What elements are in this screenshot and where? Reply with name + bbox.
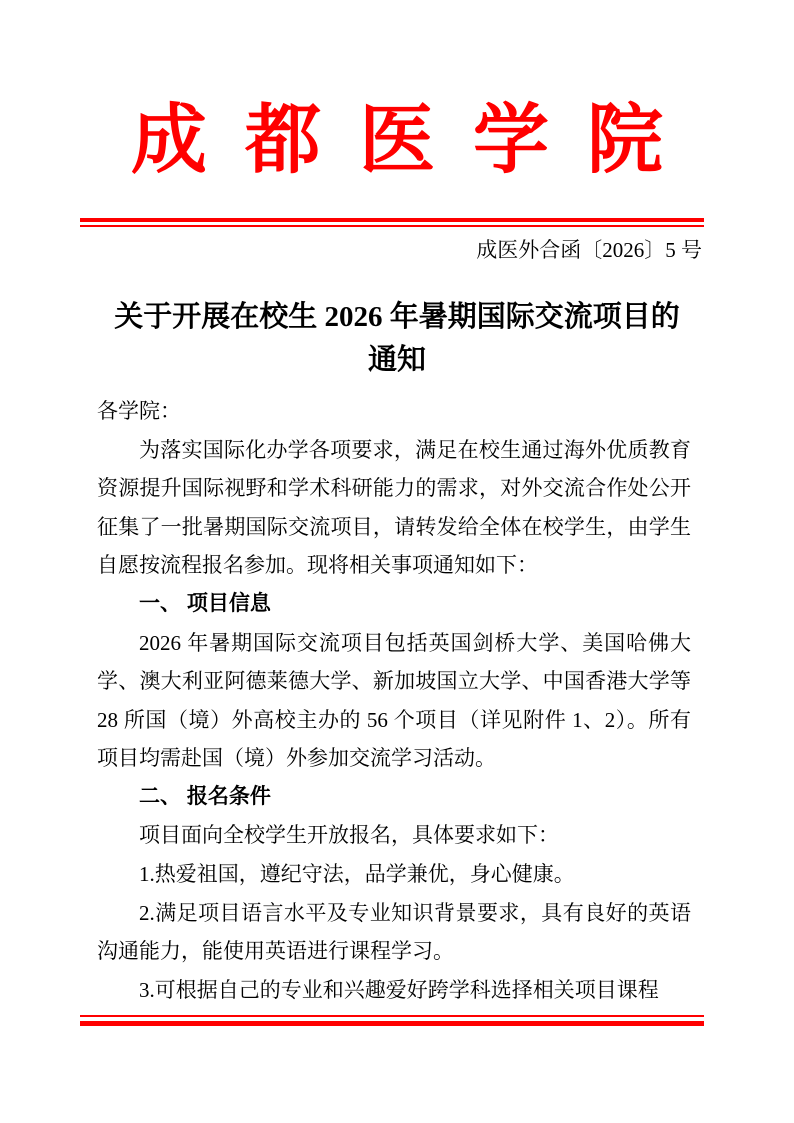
section-1-paragraph: 2026 年暑期国际交流项目包括英国剑桥大学、美国哈佛大学、澳大利亚阿德莱德大学、新加坡国立大学、中国香港大学等 28 所国（境）外高校主办的 56 个项目（详见附件 1、2）。所有项目均需赴国（境）外参加交流学习活动。 (97, 630, 691, 771)
document-title-line-1: 关于开展在校生 2026 年暑期国际交流项目的 (114, 301, 680, 334)
letterhead-title: 成都医学院 (131, 99, 701, 183)
footer-divider (80, 1015, 704, 1026)
requirement-item-1: 1.热爱祖国，遵纪守法，品学兼优，身心健康。 (139, 862, 575, 887)
salutation: 各学院： (97, 398, 181, 423)
requirement-item-3: 3.可根据自己的专业和兴趣爱好跨学科选择相关项目课程 (139, 977, 659, 1002)
footer-divider-thick-line (80, 1021, 704, 1026)
document-body (97, 392, 691, 1010)
section-2-intro: 项目面向全校学生开放报名，具体要求如下： (139, 823, 559, 848)
section-1-heading: 一、 项目信息 (139, 591, 271, 615)
document-number: 成医外合函〔2026〕5 号 (476, 237, 702, 262)
document-title (0, 296, 794, 382)
section-2-heading: 二、 报名条件 (139, 784, 271, 808)
header-divider (80, 218, 704, 227)
requirement-item-2: 2.满足项目语言水平及专业知识背景要求，具有良好的英语沟通能力，能使用英语进行课程学习。 (97, 900, 691, 964)
document-title-line-2: 通知 (367, 344, 426, 377)
document-header (0, 92, 794, 264)
header-divider-thin-line (80, 225, 704, 227)
intro-paragraph: 为落实国际化办学各项要求，满足在校生通过海外优质教育资源提升国际视野和学术科研能力的需求，对外交流合作处公开征集了一批暑期国际交流项目，请转发给全体在校学生，由学生自愿按流程报名参加。现将相关事项通知如下： (97, 437, 691, 578)
